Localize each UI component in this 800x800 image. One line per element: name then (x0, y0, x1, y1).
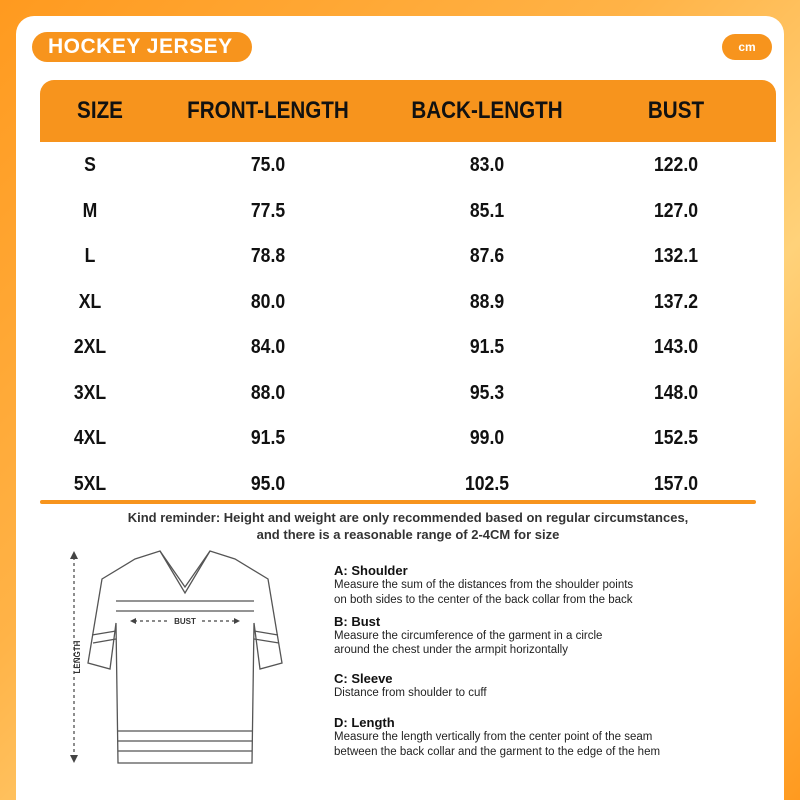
measurement-cell: 88.9 (469, 291, 505, 313)
measurement-cell: 127.0 (653, 200, 699, 222)
measurement-cell: 122.0 (653, 154, 699, 176)
measurement-cell: 95.3 (469, 382, 505, 404)
size-cell: XL (78, 291, 102, 313)
size-cell: 2XL (73, 336, 107, 358)
measurement-cell: 137.2 (653, 291, 699, 313)
measurement-cell: 99.0 (469, 427, 505, 449)
header-size: SIZE (77, 97, 123, 124)
chart-title: HOCKEY JERSEY (32, 32, 252, 62)
legend-length-desc-2: between the back collar and the garment to the edge of the hem (334, 746, 661, 758)
header-front-length: FRONT-LENGTH (187, 97, 349, 124)
size-cell: 5XL (73, 473, 107, 495)
measurement-cell: 75.0 (250, 154, 286, 176)
legend-sleeve-title: C: Sleeve (334, 671, 393, 686)
size-cell: 3XL (73, 382, 107, 404)
size-cell: M (82, 200, 98, 222)
unit-badge: cm (722, 34, 772, 60)
measurement-cell: 80.0 (250, 291, 286, 313)
measurement-cell: 102.5 (464, 473, 510, 495)
bust-label: BUST (174, 617, 196, 626)
measurement-cell: 88.0 (250, 382, 286, 404)
legend-bust-desc-1: Measure the circumference of the garment in a circle (334, 630, 603, 642)
measurement-cell: 91.5 (250, 427, 286, 449)
measurement-cell: 87.6 (469, 245, 505, 267)
legend-bust-desc-2: around the chest under the armpit horizontally (334, 644, 568, 656)
section-divider (40, 500, 756, 504)
length-label: LENGTH (73, 640, 82, 674)
size-cell: S (84, 154, 96, 176)
measurement-cell: 132.1 (653, 245, 699, 267)
legend-shoulder-desc-1: Measure the sum of the distances from the shoulder points (334, 579, 634, 591)
measurement-cell: 85.1 (469, 200, 505, 222)
measurement-cell: 91.5 (469, 336, 505, 358)
arrow-up-icon (70, 551, 78, 559)
measurement-cell: 95.0 (250, 473, 286, 495)
size-cell: 4XL (73, 427, 107, 449)
measurement-cell: 152.5 (653, 427, 699, 449)
legend-shoulder-title: A: Shoulder (334, 563, 408, 578)
header-bust: BUST (647, 97, 705, 124)
measurement-cell: 143.0 (653, 336, 699, 358)
measurement-cell: 83.0 (469, 154, 505, 176)
reminder-line-2: and there is a reasonable range of 2-4CM for size (256, 527, 560, 542)
legend-shoulder-desc-2: on both sides to the center of the back collar from the back (334, 594, 633, 606)
legend-bust-title: B: Bust (334, 614, 381, 629)
size-cell: L (84, 245, 96, 267)
jersey-outline-icon (88, 551, 282, 763)
arrow-down-icon (70, 755, 78, 763)
legend-sleeve-desc-1: Distance from shoulder to cuff (334, 687, 487, 699)
measurement-cell: 148.0 (653, 382, 699, 404)
jersey-diagram (60, 545, 300, 775)
legend-length-desc-1: Measure the length vertically from the center point of the seam (334, 731, 653, 743)
measurement-cell: 157.0 (653, 473, 699, 495)
header-back-length: BACK-LENGTH (411, 97, 563, 124)
measurement-cell: 77.5 (250, 200, 286, 222)
measurement-cell: 78.8 (250, 245, 286, 267)
measurement-cell: 84.0 (250, 336, 286, 358)
legend-length-title: D: Length (334, 715, 395, 730)
reminder-line-1: Kind reminder: Height and weight are only recommended based on regular circumstances, (127, 510, 689, 525)
